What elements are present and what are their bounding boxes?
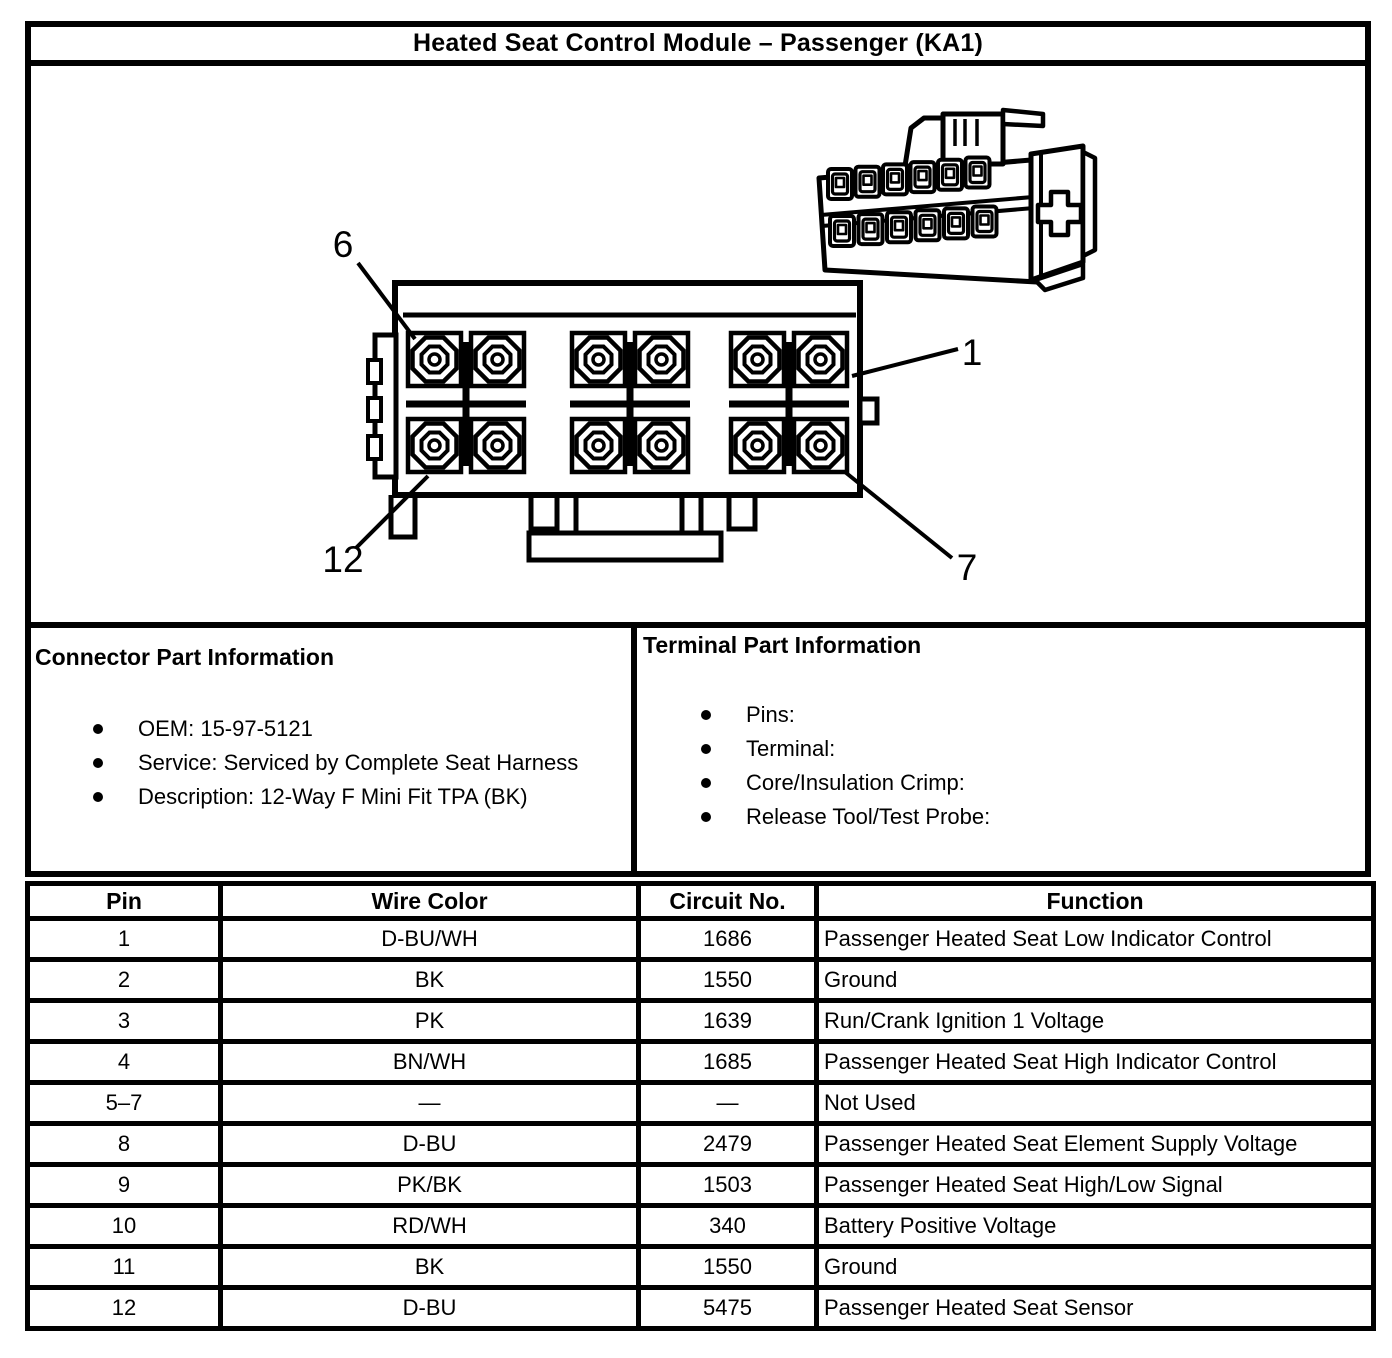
- list-item-text: Release Tool/Test Probe:: [746, 804, 991, 829]
- pin-cell: 1: [28, 919, 221, 960]
- callout-label-pin7: 7: [956, 547, 978, 588]
- wire-color-cell: BK: [221, 960, 639, 1001]
- bullet-icon: [93, 724, 103, 734]
- function-cell: Ground: [817, 1247, 1374, 1288]
- callout-label-pin12: 12: [322, 539, 364, 580]
- terminal-part-information-heading: Terminal Part Information: [643, 632, 922, 658]
- pin-cell: 9: [28, 1165, 221, 1206]
- function-cell: Passenger Heated Seat High/Low Signal: [817, 1165, 1374, 1206]
- wire-color-column-header: Wire Color: [221, 884, 639, 919]
- function-cell: Passenger Heated Seat Low Indicator Control: [817, 919, 1374, 960]
- pin-cell: 12: [28, 1288, 221, 1329]
- list-item: [701, 703, 1365, 726]
- pin-cell: 5–7: [28, 1083, 221, 1124]
- bullet-icon: [701, 778, 711, 788]
- table-row: [28, 1042, 1374, 1083]
- circuit-cell: 2479: [639, 1124, 817, 1165]
- connector-diagram-area: [31, 66, 1365, 628]
- circuit-cell: 1685: [639, 1042, 817, 1083]
- pin-cell: 4: [28, 1042, 221, 1083]
- table-row: [28, 1124, 1374, 1165]
- circuit-cell: 1550: [639, 1247, 817, 1288]
- wire-color-cell: PK: [221, 1001, 639, 1042]
- bullet-icon: [701, 812, 711, 822]
- connector-3d-view: [819, 110, 1095, 290]
- table-row: [28, 1001, 1374, 1042]
- function-cell: Battery Positive Voltage: [817, 1206, 1374, 1247]
- circuit-cell: 1686: [639, 919, 817, 960]
- pinout-table: [25, 881, 1376, 1331]
- wire-color-cell: —: [221, 1083, 639, 1124]
- list-item-text: Core/Insulation Crimp:: [746, 770, 965, 795]
- function-column-header: Function: [817, 884, 1374, 919]
- table-header-row: [28, 884, 1374, 919]
- connector-part-information-list: [93, 717, 631, 808]
- connector-part-information-box: [31, 628, 637, 871]
- list-item: [701, 805, 1365, 828]
- list-item: [701, 737, 1365, 760]
- table-row: [28, 1247, 1374, 1288]
- circuit-cell: 1503: [639, 1165, 817, 1206]
- callout-label-pin6: 6: [332, 224, 354, 265]
- list-item-text: Description: 12-Way F Mini Fit TPA (BK): [138, 784, 528, 809]
- circuit-cell: 1639: [639, 1001, 817, 1042]
- terminal-part-information-box: [637, 628, 1365, 871]
- table-row: [28, 1165, 1374, 1206]
- function-cell: Passenger Heated Seat Element Supply Voltage: [817, 1124, 1374, 1165]
- circuit-no-column-header: Circuit No.: [639, 884, 817, 919]
- list-item: [93, 717, 631, 740]
- table-row: [28, 1083, 1374, 1124]
- bullet-icon: [93, 792, 103, 802]
- table-row: [28, 1206, 1374, 1247]
- wire-color-cell: PK/BK: [221, 1165, 639, 1206]
- bullet-icon: [701, 710, 711, 720]
- function-cell: Run/Crank Ignition 1 Voltage: [817, 1001, 1374, 1042]
- list-item-text: OEM: 15-97-5121: [138, 716, 313, 741]
- circuit-cell: 340: [639, 1206, 817, 1247]
- list-item-text: Pins:: [746, 702, 795, 727]
- list-item-text: Terminal:: [746, 736, 836, 761]
- pin-cell: 11: [28, 1247, 221, 1288]
- callout-label-pin1: 1: [961, 332, 983, 373]
- table-row: [28, 1288, 1374, 1329]
- table-row: [28, 960, 1374, 1001]
- circuit-cell: 1550: [639, 960, 817, 1001]
- connector-part-information-heading: Connector Part Information: [35, 644, 335, 670]
- wire-color-cell: BN/WH: [221, 1042, 639, 1083]
- wire-color-cell: D-BU/WH: [221, 919, 639, 960]
- connector-diagram-svg: [31, 66, 1365, 622]
- connector-front-view: [368, 283, 877, 560]
- bullet-icon: [93, 758, 103, 768]
- pin-cell: 8: [28, 1124, 221, 1165]
- function-cell: Not Used: [817, 1083, 1374, 1124]
- list-item: [93, 785, 631, 808]
- wire-color-cell: RD/WH: [221, 1206, 639, 1247]
- pin-cell: 2: [28, 960, 221, 1001]
- pin-column-header: Pin: [28, 884, 221, 919]
- table-row: [28, 919, 1374, 960]
- part-information-row: [31, 628, 1365, 871]
- wire-color-cell: BK: [221, 1247, 639, 1288]
- wire-color-cell: D-BU: [221, 1124, 639, 1165]
- document-sheet: [25, 21, 1371, 877]
- list-item: [93, 751, 631, 774]
- function-cell: Passenger Heated Seat Sensor: [817, 1288, 1374, 1329]
- circuit-cell: 5475: [639, 1288, 817, 1329]
- function-cell: Ground: [817, 960, 1374, 1001]
- function-cell: Passenger Heated Seat High Indicator Control: [817, 1042, 1374, 1083]
- terminal-part-information-list: [701, 703, 1365, 828]
- page-title: Heated Seat Control Module – Passenger (KA1): [31, 27, 1365, 66]
- bullet-icon: [701, 744, 711, 754]
- pin-cell: 3: [28, 1001, 221, 1042]
- wire-color-cell: D-BU: [221, 1288, 639, 1329]
- pin-cell: 10: [28, 1206, 221, 1247]
- circuit-cell: —: [639, 1083, 817, 1124]
- list-item: [701, 771, 1365, 794]
- list-item-text: Service: Serviced by Complete Seat Harness: [138, 750, 579, 775]
